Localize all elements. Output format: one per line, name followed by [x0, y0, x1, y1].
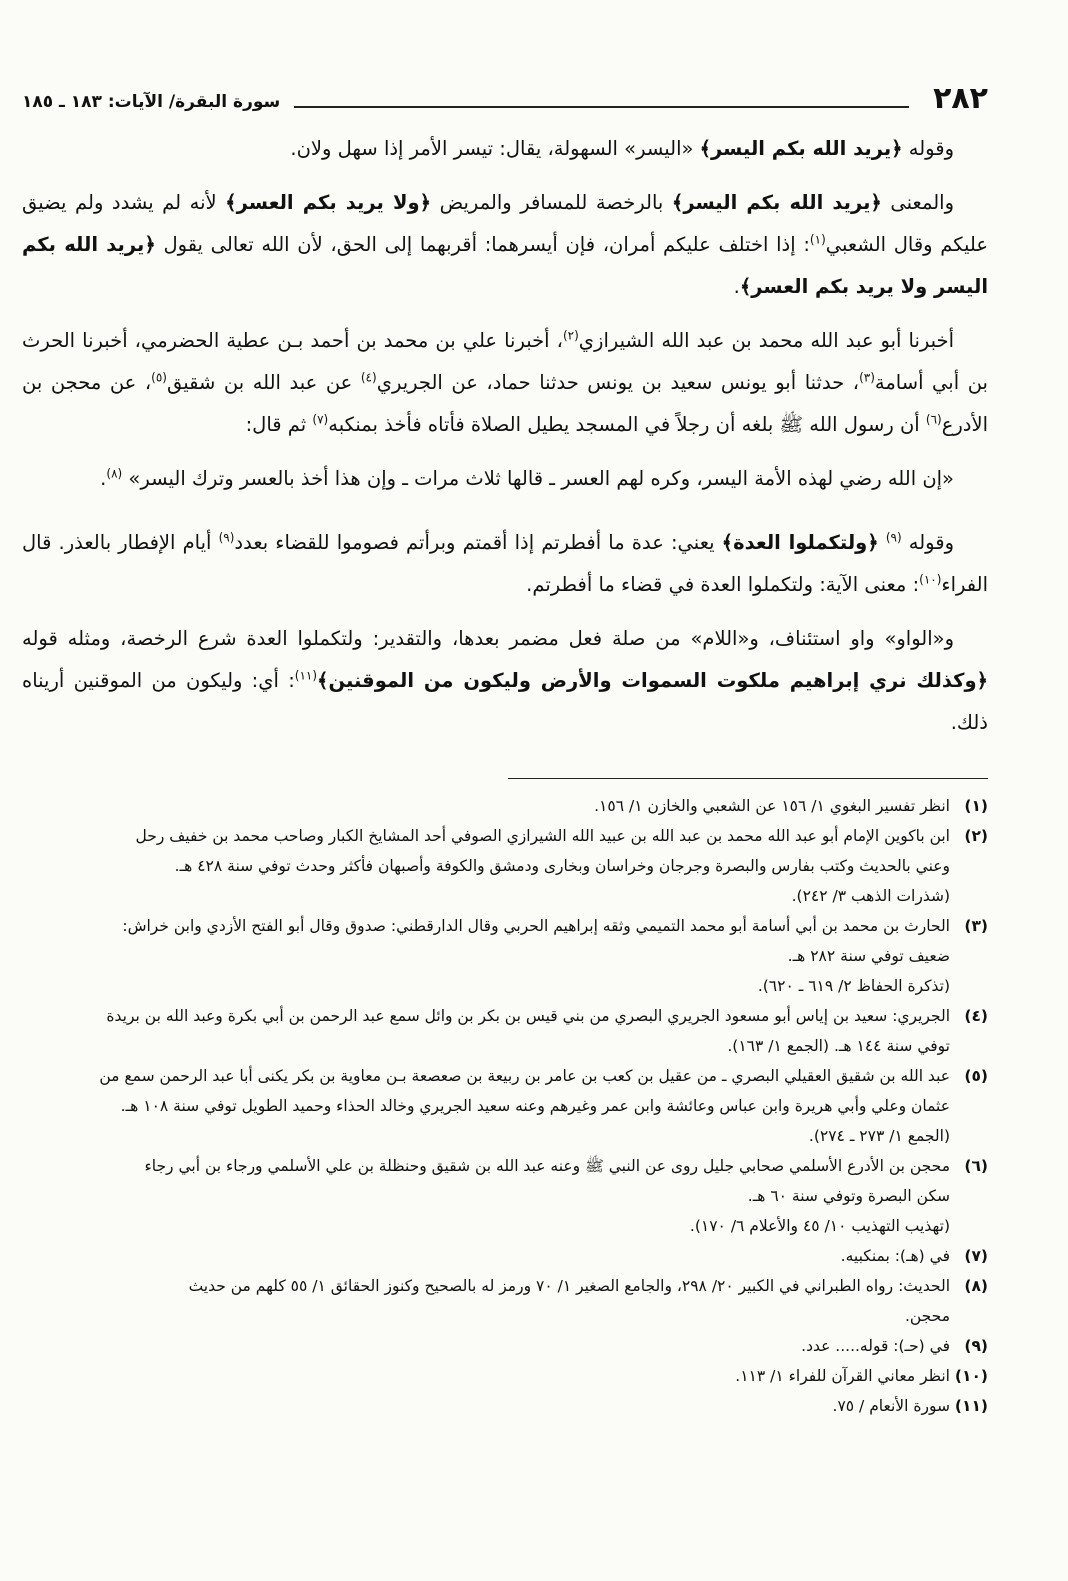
page-number: ٢٨٢: [933, 81, 988, 116]
footnote-line: سورة الأنعام / ٧٥.: [832, 1397, 950, 1415]
paragraph: [22, 128, 988, 170]
paragraph: [22, 320, 988, 446]
text-run: بالرخصة للمسافر والمريض: [431, 191, 672, 214]
footnote-line: (الجمع ١/ ٢٧٣ ـ ٢٧٤).: [808, 1127, 950, 1145]
footnote: [22, 1151, 988, 1241]
footnote-line: (تذكرة الحفاظ ٢/ ٦١٩ ـ ٦٢٠).: [757, 977, 950, 995]
footnote: [22, 1361, 988, 1391]
footnote-divider: [508, 778, 988, 779]
footnote-line: (تهذيب التهذيب ١٠/ ٤٥ والأعلام ٦/ ١٧٠).: [689, 1217, 950, 1235]
text-run: «إن الله رضي لهذه الأمة اليسر، وكره لهم العسر ـ قالها ثلاث مرات ـ وإن هذا أخذ بالعسر وترك اليسر»: [122, 467, 954, 490]
quran-verse: ﴿يريد الله بكم اليسر ولا يريد بكم العسر﴾: [22, 233, 988, 298]
footnote-line: الحديث: رواه الطبراني في الكبير ٢٠/ ٢٩٨، والجامع الصغير ١/ ٧٠ ورمز له بالصحيح وكنوز الحقائق ١/ ٥٥ كلهم من حديث: [188, 1277, 950, 1295]
footnote: [22, 911, 988, 1001]
text-run: وقوله: [901, 531, 954, 554]
footnote-ref[interactable]: (٩): [218, 530, 235, 545]
running-head: سورة البقرة/ الآيات: ١٨٣ ـ ١٨٥: [22, 92, 281, 112]
footnote-line: الجريري: سعيد بن إياس أبو مسعود الجريري البصري من بني قيس بن بكر بن وائل سمع عبد الرحمن بن أبي بكرة وعبد الله بن بريدة: [106, 1007, 950, 1025]
footnote-line: عثمان وعلي وأبي هريرة وابن عباس وعائشة وابن عمر وغيرهم وعنه سعيد الجريري وخالد الحذاء وحميد الطويل توفي سنة ١٠٨ هـ.: [120, 1097, 950, 1115]
quran-verse: ﴿يريد الله بكم اليسر﴾: [699, 137, 903, 160]
footnote-ref[interactable]: (٧): [312, 412, 329, 427]
paragraph: [22, 618, 988, 744]
footnote-line: محجن.: [904, 1307, 950, 1325]
footnote-line: سكن البصرة وتوفي سنة ٦٠ هـ.: [747, 1187, 950, 1205]
footnote-number: (١): [964, 797, 988, 815]
footnote-number: (١٠): [954, 1367, 988, 1385]
footnote-number: (١١): [954, 1397, 988, 1415]
text-run: .: [733, 275, 740, 298]
footnote: [22, 1001, 988, 1061]
footnote-line: محجن بن الأدرع الأسلمي صحابي جليل روى عن النبي ﷺ وعنه عبد الله بن شقيق وحنظلة بن علي الأسلمي ورجاء بن أبي رجاء: [144, 1157, 950, 1175]
paragraph: [22, 522, 988, 606]
text-run: أيام الإفطار بالعذر. قال الفراء: [22, 531, 988, 596]
footnote: [22, 1271, 988, 1331]
footnote-line: انظر تفسير البغوي ١/ ١٥٦ عن الشعبي والخازن ١/ ١٥٦.: [594, 797, 950, 815]
text-run: : معنى الآية: ولتكملوا العدة في قضاء ما أفطرتم.: [526, 573, 920, 596]
text-run: والمعنى: [881, 191, 954, 214]
footnote-number: (٦): [964, 1157, 988, 1175]
text-run: «اليسر» السهولة، يقال: تيسر الأمر إذا سهل ولان.: [290, 137, 700, 160]
text-run: أخبرنا أبو عبد الله محمد بن عبد الله الشيرازي: [578, 329, 954, 352]
footnote-ref[interactable]: (٣): [859, 370, 875, 385]
footnote-line: (شذرات الذهب ٣/ ٢٤٢).: [791, 887, 950, 905]
footnote-ref[interactable]: (٥): [151, 370, 167, 385]
text-run: يعني: عدة ما أفطرتم إذا أقمتم وبرأتم فصوموا للقضاء بعدد: [234, 531, 722, 554]
text-run: ، عن محجن بن الأدرع: [22, 371, 988, 436]
text-run: أن رسول الله ﷺ بلغه أن رجلاً في المسجد يطيل الصلاة فأتاه فأخذ بمنكبه: [328, 413, 926, 436]
footnote-number: (٧): [964, 1247, 988, 1265]
text-run: وقوله: [902, 137, 954, 160]
quran-verse: ﴿ولتكملوا العدة﴾: [721, 531, 879, 554]
text-run: ، حدثنا أبو يونس سعيد بن يونس حدثنا حماد، عن الجريري: [376, 371, 860, 394]
footnote-ref[interactable]: (١١): [294, 668, 318, 683]
text-run: عن عبد الله بن شقيق: [166, 371, 361, 394]
footnote-line: توفي سنة ١٤٤ هـ. (الجمع ١/ ١٦٣).: [727, 1037, 950, 1055]
paragraph: [22, 182, 988, 308]
footnote-number: (٣): [964, 917, 988, 935]
footnote-line: ضعيف توفي سنة ٢٨٢ هـ.: [787, 947, 950, 965]
footnote: [22, 1391, 988, 1421]
footnote-ref[interactable]: (٢): [562, 328, 579, 343]
hadith-quote: [22, 458, 988, 500]
footnote-line: ابن باكوين الإمام أبو عبد الله محمد بن عبد الله بن عبيد الله الشيرازي الصوفي أحد المشايخ الكبار وصاحب محمد بن خفيف رحل: [135, 827, 950, 845]
footnote-line: وعني بالحديث وكتب بفارس والبصرة وجرجان وخراسان وبخارى ودمشق والكوفة وأصبهان فأكثر وحدث توفي سنة ٤٢٨ هـ.: [174, 857, 950, 875]
header-rule: [294, 106, 909, 108]
footnote-ref[interactable]: (١٠): [919, 572, 942, 587]
footnote-line: انظر معاني القرآن للفراء ١/ ١١٣.: [735, 1367, 950, 1385]
footnote-ref[interactable]: (١): [809, 232, 826, 247]
text-run: و«الواو» واو استئناف، و«اللام» من صلة فعل مضمر بعدها، والتقدير: ولتكملوا العدة شرع الرخصة، ومثله قوله: [22, 627, 954, 650]
footnote-line: الحارث بن محمد بن أبي أسامة أبو محمد التميمي وثقه إبراهيم الحربي وقال الدارقطني: صدوق وقال أبو الفتح الأزدي وابن خراش:: [122, 917, 950, 935]
text-run: [879, 531, 886, 554]
footnote-number: (٨): [964, 1277, 988, 1295]
footnote-number: (٥): [964, 1067, 988, 1085]
footnote-ref[interactable]: (٤): [360, 370, 377, 385]
footnote-line: في (حـ): قوله..... عدد.: [801, 1337, 950, 1355]
footnotes: [22, 791, 988, 1421]
footnote-ref[interactable]: (٩): [885, 530, 902, 545]
footnote-number: (٩): [964, 1337, 988, 1355]
footnote: [22, 1331, 988, 1361]
footnote-ref[interactable]: (٨): [106, 466, 123, 481]
footnote-line: في (هـ): بمنكبيه.: [840, 1247, 950, 1265]
quran-verse: ﴿يريد الله بكم اليسر﴾: [671, 191, 882, 214]
footnote-number: (٤): [964, 1007, 988, 1025]
text-run: لأنه لم يشدد ولم يضيق عليكم وقال الشعبي: [22, 191, 988, 256]
quran-verse: ﴿ولا يريد بكم العسر﴾: [225, 191, 432, 214]
footnote-number: (٢): [964, 827, 988, 845]
footnote: [22, 821, 988, 911]
footnote: [22, 1061, 988, 1151]
text-run: .: [100, 467, 107, 490]
text-run: : أي: وليكون من الموقنين أريناه ذلك.: [22, 669, 988, 734]
footnote-line: عبد الله بن شقيق العقيلي البصري ـ من عقيل بن كعب بن عامر بن ربيعة بن صعصعة بـن معاوية بن بكر يكنى أبا عبد الرحمن سمع من: [99, 1067, 950, 1085]
quran-verse: ﴿وكذلك نري إبراهيم ملكوت السموات والأرض وليكون من الموقنين﴾: [317, 669, 988, 692]
main-text: [22, 128, 988, 744]
text-run: ثم قال:: [245, 413, 313, 436]
footnote: [22, 791, 988, 821]
text-run: : إذا اختلف عليكم أمران، فإن أيسرهما: أقربهما إلى الحق، لأن الله تعالى يقول: [155, 233, 810, 256]
text-run: ، أخبرنا علي بن محمد بن أحمد بـن عطية الحضرمي، أخبرنا الحرث بن أبي أسامة: [22, 329, 988, 394]
footnote-ref[interactable]: (٦): [925, 412, 942, 427]
page-header: [22, 78, 988, 114]
footnote: [22, 1241, 988, 1271]
